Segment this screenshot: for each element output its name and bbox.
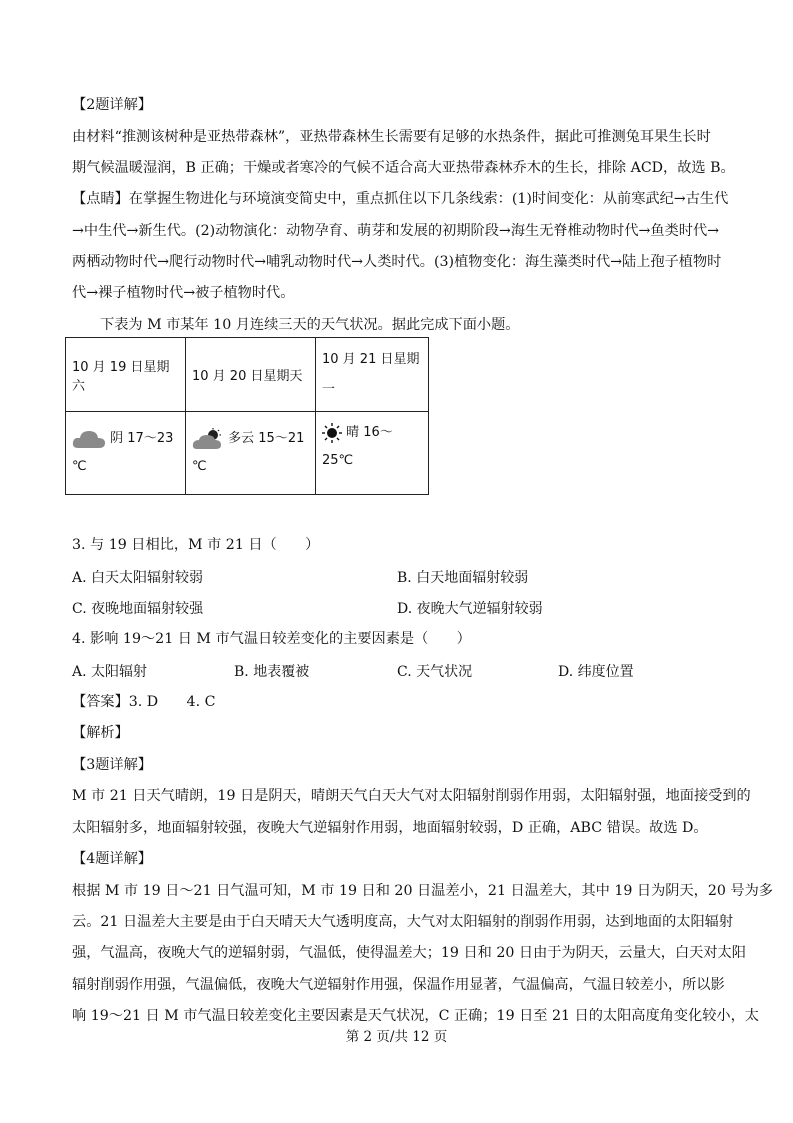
q2-para-line-1: 由材料“推测该树种是亚热带森林”，亚热带森林生长需要有足够的水热条件，据此可推测兔耳果生长时 bbox=[72, 129, 711, 145]
q4-para-line-4: 辐射削弱作用强，气温偏低，夜晚大气逆辐射作用强，保温作用显著，气温偏高，气温日较差小，所以影 bbox=[72, 977, 725, 993]
header-day-20: 10 月 20 日星期天 bbox=[186, 338, 316, 412]
partly-cloudy-icon bbox=[192, 428, 224, 450]
header-day-19: 10 月 19 日星期六 bbox=[66, 338, 186, 412]
q4-para-line-5: 响 19～21 日 M 市气温日较差变化主要因素是天气状况，C 正确；19 日至 21 日的太阳高度角变化较小，太 bbox=[72, 1008, 759, 1024]
q3-option-b: B. 白天地面辐射较弱 bbox=[397, 570, 529, 586]
points-text-1: 在掌握生物进化与环境演变简史中，重点抓住以下几条线索：(1)时间变化：从前寒武纪→古生代 bbox=[128, 191, 729, 207]
points-line-1 bbox=[72, 189, 728, 209]
q4-stem: 4. 影响 19～21 日 M 市气温日较差变化的主要因素是（ ） bbox=[72, 631, 471, 647]
q4-para-line-2: 云。21 日温差大主要是由于白天晴天大气透明度高，大气对太阳辐射的削弱作用弱，达到地面的太阳辐射 bbox=[72, 914, 734, 930]
weather-cell-19: 阴 17～23 ℃ bbox=[66, 412, 186, 495]
points-line-2: →中生代→新生代。(2)动物演化：动物孕育、萌芽和发展的初期阶段→海生无脊椎动物时代→鱼类时代→ bbox=[72, 223, 720, 239]
q4-option-d: D. 纬度位置 bbox=[558, 664, 634, 680]
q2-para-line-2: 期气候温暖湿润，B 正确；干燥或者寒冷的气候不适合高大亚热带森林乔木的生长，排除 ACD，故选 B。 bbox=[72, 160, 735, 176]
q4-para-line-3: 强，气温高，夜晚大气的逆辐射弱，气温低，使得温差大；19 日和 20 日由于为阴天，云量大，白天对太阳 bbox=[72, 945, 746, 961]
page-footer: 第 2 页/共 12 页 bbox=[345, 1029, 448, 1045]
sun-icon bbox=[322, 423, 342, 443]
points-line-3: 两栖动物时代→爬行动物时代→哺乳动物时代→人类时代。(3)植物变化：海生藻类时代→陆上孢子植物时 bbox=[72, 254, 722, 270]
q4-option-a: A. 太阳辐射 bbox=[72, 664, 148, 680]
q4-para-line-1: 根据 M 市 19 日～21 日气温可知，M 市 19 日和 20 日温差小，21 日温差大，其中 19 日为阴天，20 号为多 bbox=[72, 883, 773, 899]
q4-option-b: B. 地表覆被 bbox=[234, 664, 310, 680]
q3-option-d: D. 夜晚大气逆辐射较弱 bbox=[397, 601, 543, 617]
q3-heading: 【3题详解】 bbox=[72, 757, 152, 773]
q3-option-a: A. 白天太阳辐射较弱 bbox=[72, 570, 204, 586]
weather-cell-20: 多云 15～21 ℃ bbox=[186, 412, 316, 495]
q3-stem: 3. 与 19 日相比，M 市 21 日（ ） bbox=[72, 537, 320, 553]
points-heading: 【点睛】 bbox=[72, 191, 129, 207]
answer-label: 【答案】 bbox=[72, 694, 129, 710]
analysis-label: 【解析】 bbox=[72, 725, 129, 741]
points-line-4: 代→裸子植物时代→被子植物时代。 bbox=[72, 285, 295, 301]
q3-para-line-1: M 市 21 日天气晴朗，19 日是阴天，晴朗天气白天大气对太阳辐射削弱作用弱，太阳辐射强，地面接受到的 bbox=[72, 788, 751, 804]
q2-heading: 【2题详解】 bbox=[72, 97, 152, 113]
cloud-icon bbox=[72, 429, 106, 449]
q3-para-line-2: 太阳辐射多，地面辐射较强，夜晚大气逆辐射作用弱，地面辐射较弱，D 正确，ABC 错误。故选 D。 bbox=[72, 820, 708, 836]
table-intro: 下表为 M 市某年 10 月连续三天的天气状况。据此完成下面小题。 bbox=[100, 317, 520, 333]
q4-option-c: C. 天气状况 bbox=[397, 664, 473, 680]
answer-text: 3. D 4. C bbox=[128, 694, 216, 710]
weather-cell-21: 晴 16～25℃ bbox=[316, 412, 429, 495]
header-day-21: 10 月 21 日星期 一 bbox=[316, 338, 429, 412]
weather-table bbox=[65, 337, 429, 495]
q4-heading: 【4题详解】 bbox=[72, 851, 152, 867]
q3-option-c: C. 夜晚地面辐射较强 bbox=[72, 601, 204, 617]
answer-line bbox=[72, 692, 215, 712]
